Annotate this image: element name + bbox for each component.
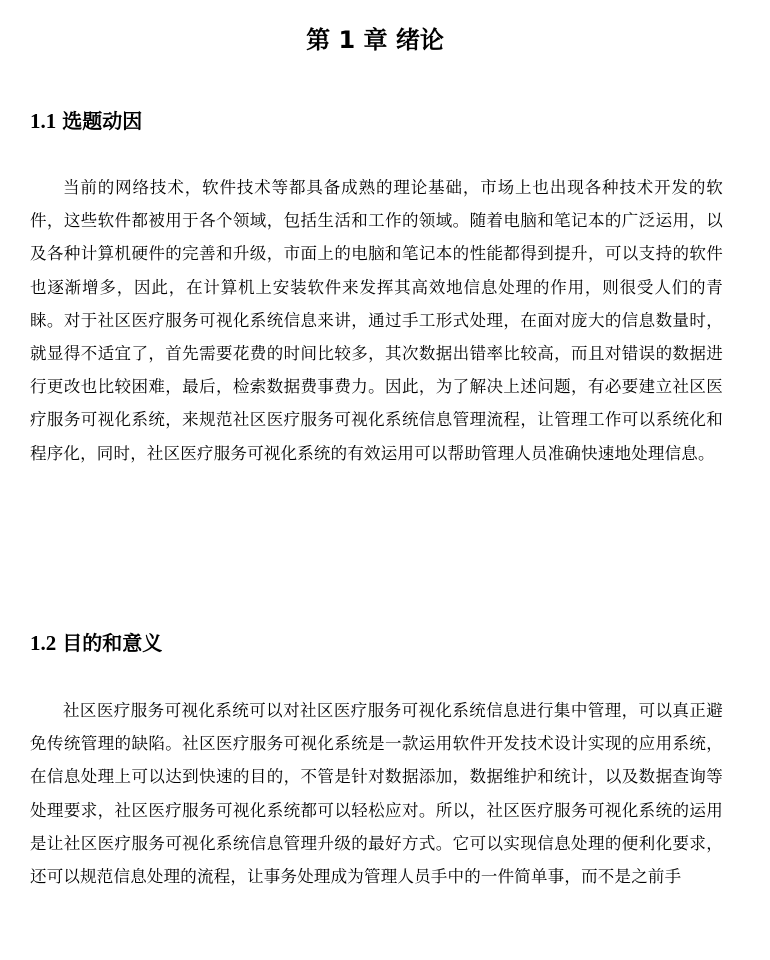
section-heading-1-2 [30, 628, 162, 658]
section-title: 目的和意义 [62, 631, 163, 655]
section-number: 1.2 [30, 631, 57, 655]
section-1-2-paragraph: 社区医疗服务可视化系统可以对社区医疗服务可视化系统信息进行集中管理，可以真正避免传统管理的缺陷。社区医疗服务可视化系统是一款运用软件开发技术设计实现的应用系统，在信息处理上可以达到快速的目的，不管是针对数据添加，数据维护和统计，以及数据查询等处理要求，社区医疗服务可视化系统都可以轻松应对。所以，社区医疗服务可视化系统的运用是让社区医疗服务可视化系统信息管理升级的最好方式。它可以实现信息处理的便利化要求，还可以规范信息处理的流程，让事务处理成为管理人员手中的一件简单事，而不是之前手 [30, 701, 723, 887]
section-1-1-paragraph: 当前的网络技术，软件技术等都具备成熟的理论基础，市场上也出现各种技术开发的软件，这些软件都被用于各个领域，包括生活和工作的领域。随着电脑和笔记本的广泛运用，以及各种计算机硬件的完善和升级，市面上的电脑和笔记本的性能都得到提升，可以支持的软件也逐渐增多，因此，在计算机上安装软件来发挥其高效地信息处理的作用，则很受人们的青睐。对于社区医疗服务可视化系统信息来讲，通过手工形式处理，在面对庞大的信息数量时，就显得不适宜了，首先需要花费的时间比较多，其次数据出错率比较高，而且对错误的数据进行更改也比较困难，最后，检索数据费事费力。因此，为了解决上述问题，有必要建立社区医疗服务可视化系统，来规范社区医疗服务可视化系统信息管理流程，让管理工作可以系统化和程序化，同时，社区医疗服务可视化系统的有效运用可以帮助管理人员准确快速地处理信息。 [30, 178, 723, 463]
section-heading-1-1 [30, 106, 142, 136]
section-title: 选题动因 [62, 109, 143, 133]
chapter-title: 第 1 章 绪论 [306, 26, 444, 54]
section-number: 1.1 [30, 109, 57, 133]
